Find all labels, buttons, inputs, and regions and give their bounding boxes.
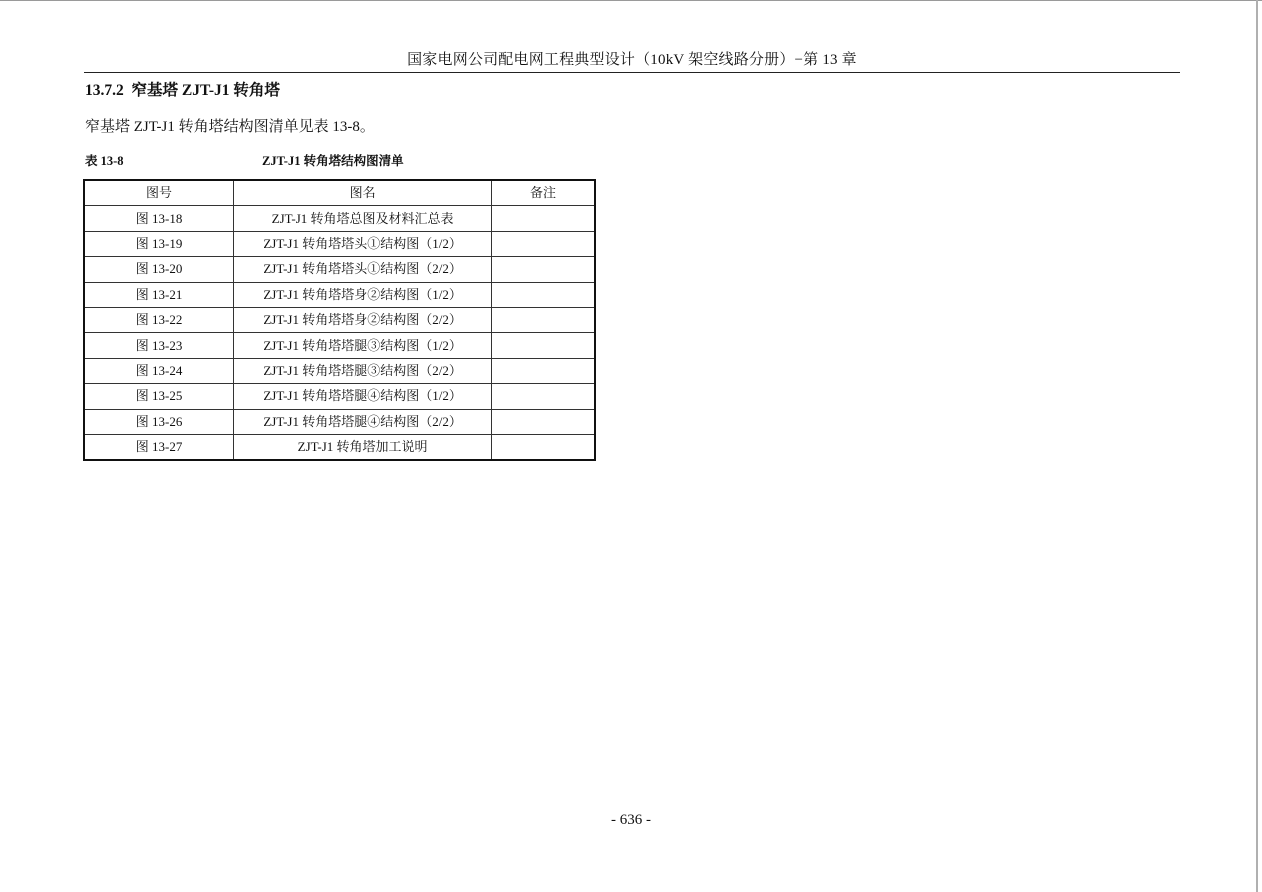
drawing-name-cell: ZJT-J1 转角塔塔头①结构图（2/2） <box>234 257 492 282</box>
remarks-cell <box>492 206 595 231</box>
drawing-number-cell: 图 13-18 <box>84 206 234 231</box>
remarks-cell <box>492 333 595 358</box>
header-drawing-number: 图号 <box>84 180 234 206</box>
drawing-number-cell: 图 13-22 <box>84 307 234 332</box>
section-heading <box>85 81 280 101</box>
page-number: - 636 - <box>611 812 651 828</box>
remarks-cell <box>492 257 595 282</box>
remarks-cell <box>492 231 595 256</box>
page-border-right <box>1256 0 1258 892</box>
table-caption: 表 13-8 <box>85 154 124 168</box>
drawing-name-cell: ZJT-J1 转角塔塔身②结构图（1/2） <box>234 282 492 307</box>
table-row <box>84 434 595 460</box>
drawing-name-cell: ZJT-J1 转角塔塔腿③结构图（1/2） <box>234 333 492 358</box>
remarks-cell <box>492 434 595 460</box>
table-title: ZJT-J1 转角塔结构图清单 <box>262 154 404 168</box>
body-paragraph: 窄基塔 ZJT-J1 转角塔结构图清单见表 13-8。 <box>85 119 375 135</box>
table-row <box>84 358 595 383</box>
remarks-cell <box>492 384 595 409</box>
header-remarks: 备注 <box>492 180 595 206</box>
table-row <box>84 333 595 358</box>
drawing-number-cell: 图 13-26 <box>84 409 234 434</box>
remarks-cell <box>492 307 595 332</box>
table-row <box>84 206 595 231</box>
table-row <box>84 409 595 434</box>
drawing-number-cell: 图 13-24 <box>84 358 234 383</box>
drawing-name-cell: ZJT-J1 转角塔加工说明 <box>234 434 492 460</box>
header-drawing-name: 图名 <box>234 180 492 206</box>
drawing-name-cell: ZJT-J1 转角塔塔头①结构图（1/2） <box>234 231 492 256</box>
drawing-name-cell: ZJT-J1 转角塔总图及材料汇总表 <box>234 206 492 231</box>
drawing-name-cell: ZJT-J1 转角塔塔身②结构图（2/2） <box>234 307 492 332</box>
drawing-name-cell: ZJT-J1 转角塔塔腿③结构图（2/2） <box>234 358 492 383</box>
drawing-name-cell: ZJT-J1 转角塔塔腿④结构图（1/2） <box>234 384 492 409</box>
header-rule <box>84 72 1180 73</box>
section-number: 13.7.2 <box>85 82 124 99</box>
section-title: 窄基塔 ZJT-J1 转角塔 <box>131 82 280 99</box>
running-header: 国家电网公司配电网工程典型设计（10kV 架空线路分册）−第 13 章 <box>407 52 857 68</box>
drawing-number-cell: 图 13-25 <box>84 384 234 409</box>
table-row <box>84 231 595 256</box>
drawing-number-cell: 图 13-19 <box>84 231 234 256</box>
table-row <box>84 282 595 307</box>
drawing-name-cell: ZJT-J1 转角塔塔腿④结构图（2/2） <box>234 409 492 434</box>
remarks-cell <box>492 282 595 307</box>
table-header-row <box>84 180 595 206</box>
drawing-list-table <box>83 179 596 461</box>
drawing-number-cell: 图 13-23 <box>84 333 234 358</box>
drawing-number-cell: 图 13-27 <box>84 434 234 460</box>
table-row <box>84 384 595 409</box>
remarks-cell <box>492 358 595 383</box>
drawing-number-cell: 图 13-21 <box>84 282 234 307</box>
table-row <box>84 307 595 332</box>
remarks-cell <box>492 409 595 434</box>
drawing-number-cell: 图 13-20 <box>84 257 234 282</box>
page-border-top <box>0 0 1262 1</box>
table-row <box>84 257 595 282</box>
